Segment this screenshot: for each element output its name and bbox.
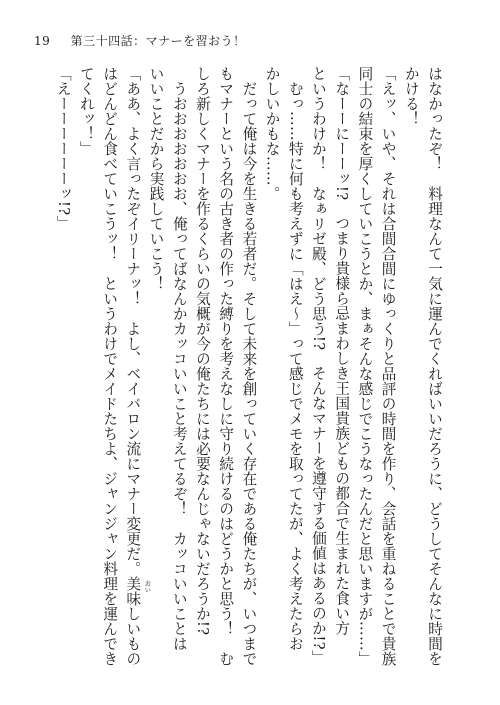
text-line: かける！ xyxy=(402,66,420,126)
text-line: かしいかもな……。 xyxy=(263,66,281,201)
chapter-title: 第三十四話：マナーを習おう！ xyxy=(70,34,246,48)
text-line: てくれッ！」 xyxy=(77,66,95,156)
text-line: 「えーーーーーーッ!?」 xyxy=(54,66,72,231)
ruby-reading: おい xyxy=(143,580,152,593)
text-line: 「なーーにーーッ!? つまり貴様ら忌まわしき王国貴族どもの都合で生まれた食い方 xyxy=(333,66,351,636)
text-line: というわけか！ なぁリゼ殿、どう思う!? そんなマナーを遵守する価値はあるのか!?」 xyxy=(309,66,327,665)
text-line: 同士の結束を厚くしていこうとか、まぁそんな感じでこうなったんだと思いますが……」 xyxy=(356,66,374,666)
text-line: だって俺は今を生きる若者だ。そして未来を創っていく存在である俺たちが、いつまで xyxy=(240,66,258,666)
text-line: うおおおおおおお、俺ってばなんかカッコいいこと考えてるぞ！ カッコいいことは xyxy=(170,66,188,651)
page-number: 19 xyxy=(34,34,51,48)
text-line: むっ……特に何も考えずに「はえ～」って感じでメモを取ってたが、よく考えたらお xyxy=(286,66,304,651)
text-line: いいことだから実践していこう！ xyxy=(147,66,165,291)
text-line: しろ新しくマナーを作るくらいの気概が今の俺たちには必要なんじゃないだろうか!? xyxy=(193,66,211,636)
ruby-base: 美味 おい xyxy=(124,576,152,606)
text-line: はなかったぞ！ 料理なんて一気に運んでくればいいだろうに、どうしてそんなに時間を xyxy=(426,66,443,666)
text-line: はどんどん食べていこうッ！ というわけでメイドたちよ、ジャンジャン料理を運んでき xyxy=(101,66,119,666)
novel-body-text xyxy=(30,66,446,666)
text-line-with-ruby: 「ああ、よく言ったぞイリーナッ！ よし、ベイバロン流にマナー変更だ。美味 おい しいもの xyxy=(124,66,152,666)
page-header xyxy=(34,32,246,49)
text-line: 「えッ、いや、それは合間合間にゆっくりと品評の時間を作り、会話を重ねることで貴族 xyxy=(379,66,397,666)
text-line: もマナーという名の古き者の作った縛りを考えなしに守り続けるのはどうかと思う！ む xyxy=(217,66,235,666)
